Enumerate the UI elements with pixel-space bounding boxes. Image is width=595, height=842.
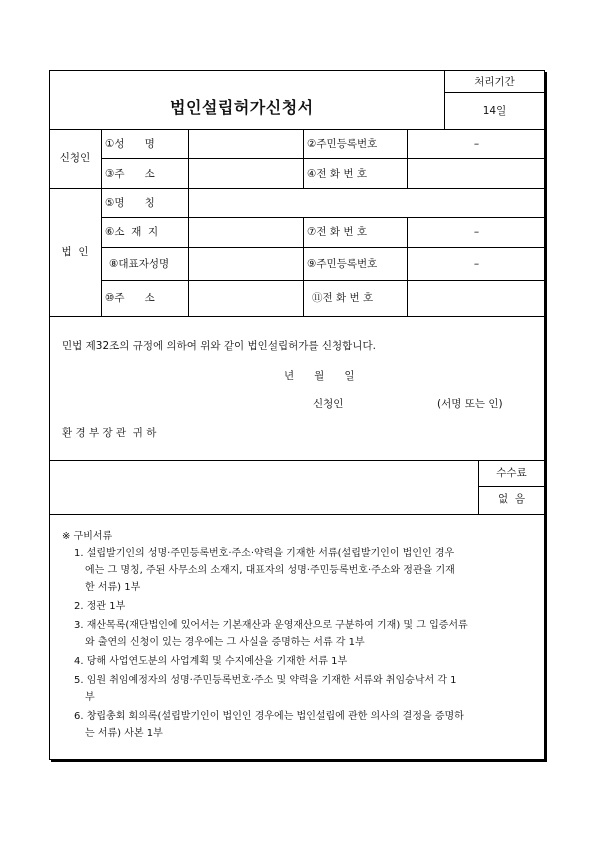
corporation-address-field[interactable] [189,281,302,315]
addressee: 환 경 부 장 관 귀 하 [62,427,157,439]
doc-item-5-cont: 부 [85,692,95,703]
doc-item-6: 6. 창립총회 회의록(설립발기인이 법인인 경우에는 법인설립에 관한 의사의 결정을 증명하 [74,711,464,722]
fee-value: 없 음 [498,493,525,505]
doc-item-2: 2. 정관 1부 [74,601,126,612]
doc-item-1-cont2: 한 서류) 1부 [85,582,141,593]
applicant-signature-label: 신청인 [313,398,344,410]
corporation-name-field[interactable] [189,189,544,216]
fee-mid-line [478,486,545,487]
mid-col-line-a [303,129,304,188]
processing-value: 14일 [482,105,507,117]
representative-rrn-label: ⑨주민등록번호 [307,258,378,270]
processing-divider [444,92,545,93]
applicant-rrn-field[interactable]: – [473,138,480,150]
processing-label: 처리기간 [474,76,515,88]
applicant-name-field[interactable] [189,130,302,157]
mid-col-line-b [303,217,304,316]
corporation-location-label: ⑥소 재 지 [105,226,159,238]
corporation-location-field[interactable] [189,218,302,246]
table-bottom-line [49,316,545,317]
statement-text: 민법 제32조의 규정에 의하여 위와 같이 법인설립허가를 신청합니다. [62,340,376,352]
doc-item-6-cont: 는 서류) 사본 1부 [85,728,163,739]
row-line-3 [101,217,545,218]
documents-heading: ※ 구비서류 [62,531,113,542]
representative-rrn-field[interactable]: – [473,258,480,270]
fee-label: 수수료 [496,467,527,479]
applicant-address-field[interactable] [189,159,302,187]
applicant-section-label: 신청인 [59,152,91,164]
corporation-name-label: ⑤명 칭 [105,197,155,209]
fee-bottom-line [49,514,545,515]
representative-name-field[interactable] [189,248,302,279]
applicant-name-label: ①성 명 [105,138,155,150]
applicant-address-label: ③주 소 [105,168,155,180]
doc-item-5: 5. 임원 취임예정자의 성명·주민등록번호·주소 및 약력을 기재한 서류와 취임승낙서 각 1 [74,675,457,686]
signature-placeholder[interactable]: (서명 또는 인) [437,398,503,410]
doc-item-1-cont: 에는 그 명칭, 주된 사무소의 소재지, 대표자의 성명·주민등록번호·주소와 정관을 기재 [85,565,455,576]
corporation-phone-label: ⑦전 화 번 호 [307,226,367,238]
doc-item-4: 4. 당해 사업연도분의 사업계획 및 수지예산을 기재한 서류 1부 [74,656,348,667]
corporation-phone2-field[interactable] [408,281,544,315]
applicant-rrn-label: ②주민등록번호 [307,138,378,150]
corporation-section-label: 법 인 [61,246,89,258]
representative-name-label: ⑧대표자성명 [109,258,170,270]
date-line[interactable]: 년 월 일 [284,370,355,382]
row-line-1 [101,158,545,159]
corporation-address-label: ⑩주 소 [105,292,155,304]
doc-item-1: 1. 설립발기인의 성명·주민등록번호·주소·약력을 기재한 서류(설립발기인이 법인인 경우 [74,548,455,559]
fee-top-line [49,460,545,461]
doc-item-3: 3. 재산목록(재단법인에 있어서는 기본재산과 운영재산으로 구분하여 기재) 및 그 입증서류 [74,620,468,631]
right-label-line-a [407,129,408,188]
section-col-line [101,129,102,316]
corporation-phone-field[interactable]: – [473,226,480,238]
form-title: 법인설립허가신청서 [170,98,314,117]
corporation-phone2-label: ⑪전 화 번 호 [312,292,374,304]
applicant-phone-label: ④전 화 번 호 [307,168,367,180]
doc-item-3-cont: 와 출연의 신청이 있는 경우에는 그 사실을 증명하는 서류 각 1부 [85,637,365,648]
row-line-4 [101,247,545,248]
